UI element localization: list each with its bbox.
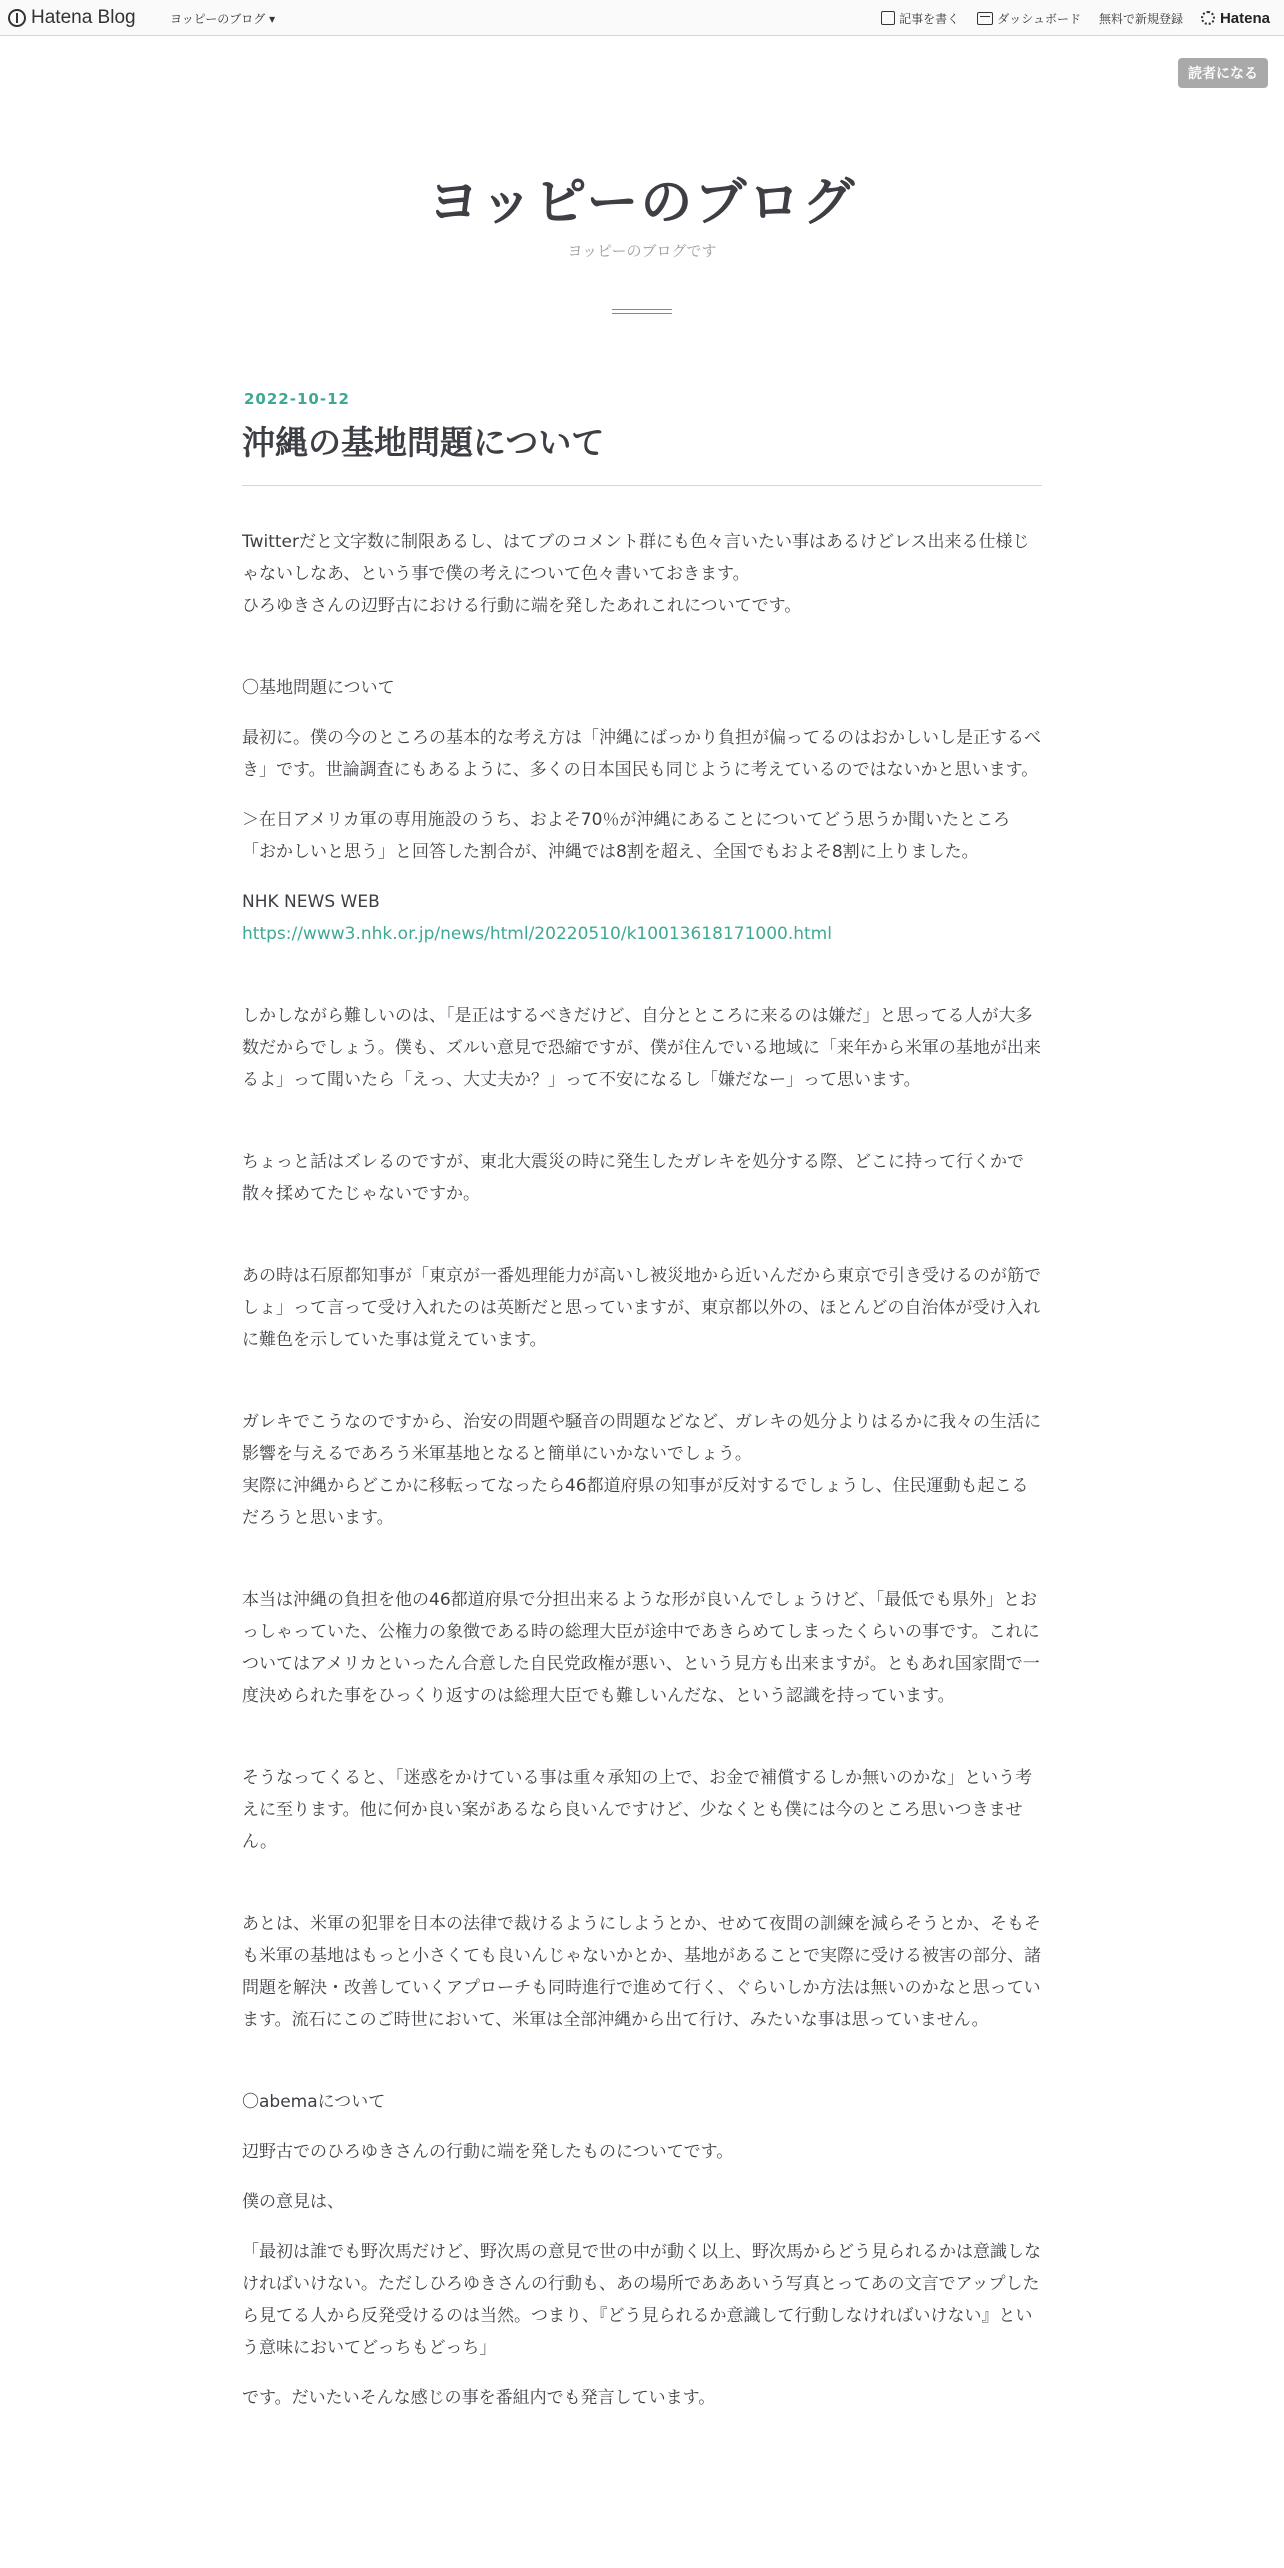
- pen-icon: [881, 11, 895, 25]
- source-name: NHK NEWS WEB: [242, 891, 380, 912]
- hatena-blog-logo[interactable]: [8, 6, 136, 30]
- source-link[interactable]: https://www3.nhk.or.jp/news/html/20220510/k10013618171000.html: [242, 923, 832, 944]
- entry-quote: ＞在日アメリカ軍の専用施設のうち、およそ70％が沖縄にあることについてどう思うか聞いたところ「おかしいと思う」と回答した割合が、沖縄では8割を超え、全国でもおよそ8割に上りました。: [242, 809, 1011, 862]
- entry-paragraph: 辺野古でのひろゆきさんの行動に端を発したものについてです。: [242, 2141, 734, 2162]
- spacer: [242, 1114, 1042, 1146]
- entry-paragraph: あの時は石原都知事が「東京が一番処理能力が高いし被災地から近いんだから東京で引き受けるのが筋でしょ」って言って受け入れたのは英断だと思っていますが、東京都以外の、ほとんどの自治体が受け入れに難色を示していた事は覚えています。: [242, 1265, 1041, 1350]
- blog-description: ヨッピーのブログです: [567, 242, 717, 260]
- register-link[interactable]: 無料で新規登録: [1098, 11, 1183, 26]
- spacer: [242, 2054, 1042, 2086]
- entry-paragraph: そうなってくると、「迷惑をかけている事は重々承知の上で、お金で補償するしか無いのかな」という考えに至ります。他に何か良い案があるなら良いんですけど、少なくとも僕には今のところ思いつきません。: [242, 1767, 1033, 1852]
- subscribe-button[interactable]: 読者になる: [1178, 58, 1268, 88]
- blog-title[interactable]: ヨッピーのブログ: [427, 173, 857, 233]
- spacer: [242, 1730, 1042, 1762]
- entry-divider: [242, 485, 1042, 486]
- spacer: [242, 1228, 1042, 1260]
- hatena-menu[interactable]: [1201, 10, 1270, 27]
- dashboard-label: ダッシュボード: [997, 11, 1081, 26]
- spacer: [242, 1552, 1042, 1584]
- entry-paragraph: ガレキでこうなのですから、治安の問題や騒音の問題などなど、ガレキの処分よりはるかに我々の生活に影響を与えるであろう米軍基地となると簡単にいかないでしょう。 実際に沖縄からどこかに移転ってなったら46都道府県の知事が反対するでしょうし、住民運動も起こるだろうと思います。: [242, 1411, 1041, 1528]
- entry-article: [242, 390, 1042, 2432]
- source-block: [242, 886, 1042, 950]
- hatena-dots-icon: [1201, 11, 1215, 25]
- entry-paragraph: しかしながら難しいのは、「是正はするべきだけど、自分とところに来るのは嫌だ」と思ってる人が大多数だからでしょう。僕も、ズルい意見で恐縮ですが、僕が住んでいる地域に「来年から米軍の基地が出来るよ」って聞いたら「えっ、大丈夫か？」って不安になるし「嫌だなー」って思います。: [242, 1005, 1041, 1090]
- title-divider: [612, 309, 672, 314]
- spacer: [242, 1876, 1042, 1908]
- entry-paragraph: ちょっと話はズレるのですが、東北大震災の時に発生したガレキを処分する際、どこに持って行くかで散々揉めてたじゃないですか。: [242, 1151, 1024, 1204]
- write-article-label: 記事を書く: [899, 11, 960, 26]
- spacer: [242, 950, 1042, 1000]
- entry-content: [242, 526, 1042, 2414]
- entry-paragraph: あとは、米軍の犯罪を日本の法律で裁けるようにしようとか、せめて夜間の訓練を減らそうとか、そもそも米軍の基地はもっと小さくても良いんじゃないかとか、基地があることで実際に受ける被害の部分、諸問題を解決・改善していくアプローチも同時進行で進めて行く、ぐらいしか方法は無いのかなと思っています。流石にこのご時世において、米軍は全部沖縄から出て行け、みたいな事は思っていません。: [242, 1913, 1041, 2030]
- hatena-blog-logo-text: Hatena Blog: [31, 7, 136, 28]
- entry-quote: 「最初は誰でも野次馬だけど、野次馬の意見で世の中が動く以上、野次馬からどう見られるかは意識しなければいけない。ただしひろゆきさんの行動も、あの場所であああいう写真とってあの文言でアップしたら見てる人から反発受けるのは当然。つまり、『どう見られるか意識して行動しなければいけない』という意味においてどっちもどっち」: [242, 2241, 1041, 2358]
- global-header: [0, 0, 1284, 36]
- entry-paragraph: 最初に。僕の今のところの基本的な考え方は「沖縄にばっかり負担が偏ってるのはおかしいし是正するべき」です。世論調査にもあるように、多くの日本国民も同じように考えているのではないかと思います。: [242, 727, 1041, 780]
- entry-paragraph: 僕の意見は、: [242, 2191, 344, 2212]
- blog-menu-dropdown[interactable]: ヨッピーのブログ ▾: [170, 12, 276, 26]
- dashboard-icon: [977, 12, 993, 25]
- entry-paragraph: です。だいたいそんな感じの事を番組内でも発言しています。: [242, 2387, 716, 2408]
- header-right-menu: [881, 8, 1270, 28]
- section-heading: 〇基地問題について: [242, 677, 395, 698]
- spacer: [242, 640, 1042, 672]
- write-article-button[interactable]: [881, 10, 959, 27]
- entry-paragraph: 本当は沖縄の負担を他の46都道府県で分担出来るような形が良いんでしょうけど、「最低でも県外」とおっしゃっていた、公権力の象徴である時の総理大臣が途中であきらめてしまったくらいの事です。これについてはアメリカといったん合意した自民党政権が悪い、という見方も出来ますが。ともあれ国家間で一度決められた事をひっくり返すのは総理大臣でも難しいんだな、という認識を持っています。: [242, 1589, 1040, 1706]
- entry-title[interactable]: 沖縄の基地問題について: [242, 423, 605, 462]
- dashboard-button[interactable]: [977, 10, 1081, 27]
- entry-paragraph: Twitterだと文字数に制限あるし、はてブのコメント群にも色々言いたい事はあるけどレス出来る仕様じゃないしなあ、という事で僕の考えについて色々書いておきます。 ひろゆきさんの辺野古における行動に端を発したあれこれについてです。: [242, 531, 1030, 616]
- spacer: [242, 1374, 1042, 1406]
- hatena-brand-label: Hatena: [1219, 9, 1270, 27]
- hatena-blog-logo-icon: [8, 9, 26, 27]
- section-heading: 〇abemaについて: [242, 2091, 386, 2112]
- entry-date[interactable]: 2022-10-12: [244, 390, 350, 408]
